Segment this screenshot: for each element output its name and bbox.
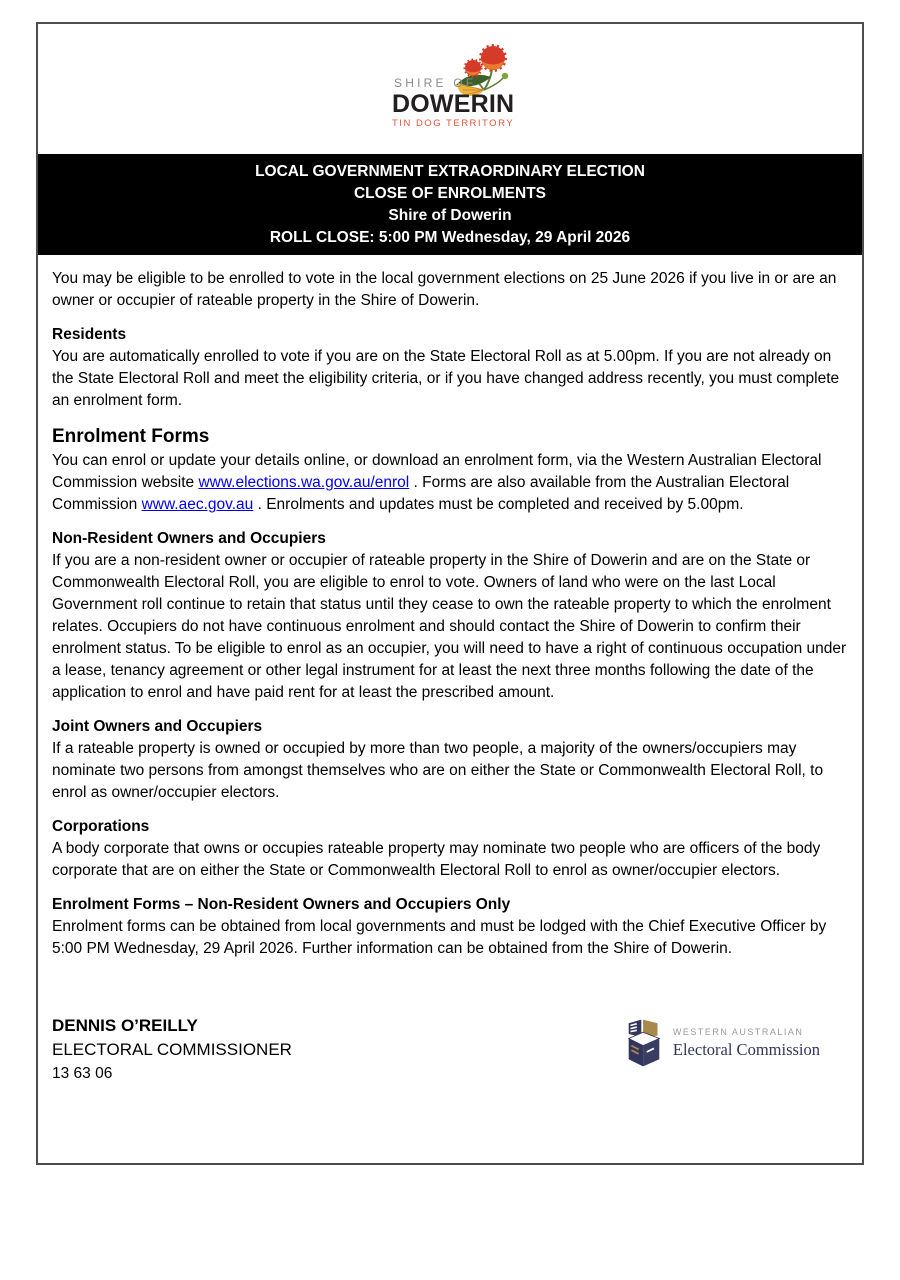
joint-heading: Joint Owners and Occupiers (52, 718, 263, 735)
banner-line-close: CLOSE OF ENROLMENTS (353, 185, 547, 202)
enrolment-forms-non-resident-text: Enrolment forms can be obtained from local governments and must be lodged with the Chief Executive Officer by 5:00 PM Wednesday, 29 April 2026. Further information can be obtained from the Shire of Dowerin. (52, 918, 827, 957)
logo-tagline: TIN DOG TERRITORY (392, 118, 515, 129)
commissioner-name: DENNIS O’REILLY (52, 1016, 198, 1035)
waec-line1: WESTERN AUSTRALIAN (672, 1026, 804, 1037)
enrolment-forms-heading: Enrolment Forms (52, 426, 210, 447)
wa-elections-link[interactable]: www.elections.wa.gov.au/enrol (198, 474, 410, 491)
banner-line-shire: Shire of Dowerin (388, 207, 512, 224)
logo-name: DOWERIN (392, 90, 515, 118)
corporations-text: A body corporate that owns or occupies rateable property may nominate two people who are officers of the body corporate that are on either the State or Commonwealth Electoral Roll to enrol as owner/occupier electors. (52, 840, 821, 879)
ballot-box-icon (626, 1018, 662, 1068)
banner-line-election: LOCAL GOVERNMENT EXTRAORDINARY ELECTION (255, 163, 645, 180)
enrolment-forms-non-resident-heading: Enrolment Forms – Non-Resident Owners and Occupiers Only (52, 896, 511, 913)
shire-of-dowerin-logo (392, 45, 515, 129)
waec-line2: Electoral Commission (672, 1039, 820, 1059)
section-enrolment-forms-non-resident (52, 894, 848, 960)
non-resident-heading: Non-Resident Owners and Occupiers (52, 530, 326, 547)
section-joint (52, 716, 848, 804)
commissioner-signature (52, 1014, 292, 1086)
text-run: You can enrol or update your details online, or download an enrolment form, via the Western Australian Electoral Commission website (52, 452, 822, 491)
section-residents (52, 324, 848, 412)
logo-wordmark (392, 76, 514, 129)
notice-page (36, 22, 864, 1165)
section-non-resident (52, 528, 848, 704)
residents-text: You are automatically enrolled to vote if you are on the State Electoral Roll as at 5.00pm. If you are not already on the State Electoral Roll and meet the eligibility criteria, or if you have changed address recently, you must complete an enrolment form. (52, 348, 840, 409)
intro-paragraph: You may be eligible to be enrolled to vote in the local government elections on 25 June 2026 if you live in or are an owner or occupier of rateable property in the Shire of Dowerin. (52, 270, 837, 309)
commissioner-title: ELECTORAL COMMISSIONER (52, 1040, 292, 1059)
text-run: . Enrolments and updates must be completed and received by 5.00pm. (253, 496, 744, 513)
aec-link[interactable]: www.aec.gov.au (141, 496, 254, 513)
section-enrolment-forms (52, 424, 848, 516)
commissioner-phone: 13 63 06 (52, 1065, 113, 1082)
signature-block (38, 1014, 862, 1086)
corporations-heading: Corporations (52, 818, 150, 835)
section-corporations (52, 816, 848, 882)
non-resident-text: If you are a non-resident owner or occupier of rateable property in the Shire of Dowerin and are on the State or Commonwealth Electoral Roll, you are eligible to enrol to vote. Owners of land who were on the last Local Government roll continue to retain that status until they cease to own the rateable property to which the enrolment relates. Occupiers do not have continuous enrolment and should contact the Shire of Dowerin to confirm their enrolment status. To be eligible to enrol as an occupier, you will need to have a right of continuous occupation under a lease, tenancy agreement or other legal instrument for at least the next three months following the date of the application to enrol and have paid rent for at least the prescribed amount. (52, 552, 847, 701)
text-run: . Forms are also available from the Australian Electoral Commission (52, 474, 790, 513)
waec-logo (626, 1018, 820, 1068)
logo-shire-of: SHIRE OF (394, 76, 477, 90)
residents-heading: Residents (52, 326, 127, 343)
notice-body (38, 255, 862, 960)
waec-wordmark (673, 1027, 820, 1060)
banner-line-rollclose: ROLL CLOSE: 5:00 PM Wednesday, 29 April 2026 (269, 229, 631, 246)
enrolment-forms-text (52, 450, 848, 516)
joint-text: If a rateable property is owned or occupied by more than two people, a majority of the owners/occupiers may nominate two persons from amongst themselves who are on either the State or Commonwealth Electoral Roll, to enrol as owner/occupier electors. (52, 740, 824, 801)
election-banner (38, 154, 862, 255)
